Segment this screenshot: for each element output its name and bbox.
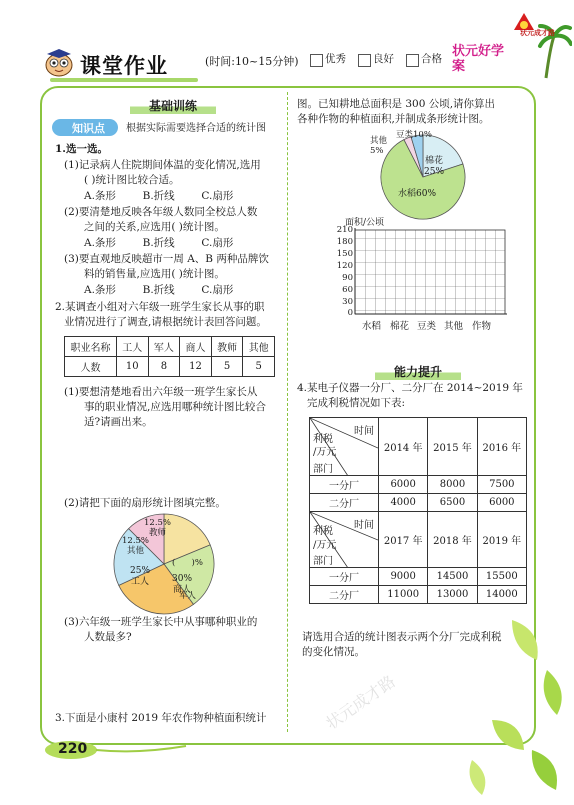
grid-ytick: 0 [347,308,353,318]
table-cell: 15500 [477,568,526,586]
table-cell: 13000 [428,586,477,604]
header-mascot-icon [42,46,76,78]
rating-pass: 合格 [421,53,442,65]
column-divider [287,92,288,732]
crop-label-other: 其他 5% [370,136,388,156]
q1-title: 1.选一选。 [55,143,108,155]
table-header: 2014 年 [379,418,428,476]
section-title-basic: 基础训练 [130,97,216,114]
watermark: 状元成才路 [322,671,399,734]
page-number: 220 [58,741,88,757]
time-note: (时间:10~15分钟) [205,55,299,68]
table-header: 职业名称 [65,337,117,357]
q1-3-line2: 料的销售量,应选用( )统计图。 [84,268,225,280]
rating-excellent: 优秀 [325,53,346,65]
grid-xtick: 豆类 [417,321,437,332]
crop-label-rice: 水稻60% [398,189,437,199]
q2-sub3-line1: (3)六年级一班学生家长中从事哪种职业的 [64,616,258,628]
table-header: 2018 年 [428,512,477,568]
table-cell: 11000 [379,586,428,604]
knowledge-tag-text: 知识点 [72,122,105,135]
grid-xtick: 棉花 [390,321,410,332]
q3-start: 3.下面是小康村 2019 年农作物种植面积统计 [55,712,267,724]
table-cell: 5 [211,357,243,377]
q1-2-line1: (2)要清楚地反映各年级人数同全校总人数 [64,206,258,218]
table-cell: 8000 [428,476,477,494]
grid-ytick: 120 [336,261,353,271]
grid-ytick: 180 [336,237,353,247]
grid-ytick: 150 [336,249,353,259]
q1-3-line1: (3)要直观地反映超市一周 A、B 两种品牌饮 [64,253,269,265]
table-cell: 12 [180,357,212,377]
q2-intro-line2: 业情况进行了调查,请根据统计表回答问题。 [64,316,267,328]
pie-label-other: 12.5% 其他 [122,536,150,556]
table-cell: 6000 [379,476,428,494]
table-header: 2017 年 [379,512,428,568]
occupation-table [64,336,275,377]
crop-label-cotton: 棉花 25% [424,156,445,177]
table-row-label: 二分厂 [310,494,379,512]
brand-top-text: 状元成才路 [520,29,555,37]
table-cell: 14000 [477,586,526,604]
rating-box-pass[interactable] [406,54,419,67]
pie-label-teacher: 12.5% 教师 [144,518,172,538]
q1-1-options: A.条形 B.折线 C.扇形 [84,190,234,202]
table-cell: 7500 [477,476,526,494]
table-corner: 时间 利税 /万元 部门 [310,512,379,568]
table-header: 商人 [180,337,212,357]
rating-box-good[interactable] [358,54,371,67]
header-title: 课堂作业 [80,54,168,78]
pie-label-army: ( )% 军人 [172,558,203,601]
q4-question-line1: 请选用合适的统计图表示两个分厂完成利税 [302,631,502,643]
q4-intro-line2: 完成利税情况如下表: [307,397,406,409]
grid-xtick: 水稻 [362,321,382,332]
table-header: 2019 年 [477,512,526,568]
table-cell: 9000 [379,568,428,586]
table-row-label: 二分厂 [310,586,379,604]
q1-1-line1: (1)记录病人住院期间体温的变化情况,选用 [64,159,261,171]
q2-sub3-line2: 人数最多? [84,631,132,643]
table-cell: 6000 [477,494,526,512]
knowledge-text: 根据实际需要选择合适的统计图 [126,123,266,134]
header-underline [50,78,198,82]
brand-name: 状元好学案 [452,44,505,74]
table-cell: 8 [148,357,180,377]
crop-pie-chart [380,134,466,220]
table-header: 2016 年 [477,418,526,476]
q1-3-options: A.条形 B.折线 C.扇形 [84,284,234,296]
table-header: 教师 [211,337,243,357]
section-title-advanced: 能力提升 [375,363,461,380]
pie-label-worker: 25% 工人 [130,566,151,587]
q2-sub1-line1: (1)要想清楚地看出六年级一班学生家长从 [64,386,258,398]
grid-xtick: 其他 [444,321,464,332]
grid-xlabel: 作物 [472,321,492,332]
grid-ytick: 210 [336,225,353,235]
table-row-label: 一分厂 [310,568,379,586]
q2-sub2: (2)请把下面的扇形统计图填完整。 [64,497,226,509]
table-cell: 10 [117,357,149,377]
q2-intro-line1: 2.某调查小组对六年级一班学生家长从事的职 [55,301,265,313]
table-row-label: 一分厂 [310,476,379,494]
q4-question-line2: 的变化情况。 [302,646,365,658]
table-row-label: 人数 [65,357,117,377]
table-cell: 6500 [428,494,477,512]
rating-good: 良好 [373,53,394,65]
crop-label-soy: 豆类10% [396,130,432,140]
q2-sub1-line3: 适?请画出来。 [84,416,153,428]
q4-intro-line1: 4.某电子仪器一分厂、二分厂在 2014~2019 年 [297,382,523,394]
leaves-decoration-icon [452,610,572,800]
table-cell: 5 [243,357,275,377]
table-cell: 4000 [379,494,428,512]
table-header: 2015 年 [428,418,477,476]
grid-ytick: 60 [342,285,353,295]
grid-ylabel: 面积/公顷 [345,218,385,228]
q3-cont-line2: 各种作物的种植面积,并制成条形统计图。 [297,113,490,125]
table-corner: 时间 利税 /万元 部门 [310,418,379,476]
q3-cont-line1: 图。已知耕地总面积是 300 公顷,请你算出 [297,98,496,110]
q1-2-line2: 之间的关系,应选用( )统计图。 [84,221,225,233]
q2-sub1-line2: 事的职业情况,应选用哪种统计图比较合 [84,401,266,413]
pie-label-business: 30% 商人 [172,574,193,595]
tax-table [309,417,527,604]
table-header: 军人 [148,337,180,357]
table-cell: 14500 [428,568,477,586]
q1-2-options: A.条形 B.折线 C.扇形 [84,237,234,249]
table-header: 其他 [243,337,275,357]
q1-1-line2: ( )统计图比较合适。 [84,174,180,186]
rating-box-excellent[interactable] [310,54,323,67]
grid-ytick: 90 [342,273,353,283]
grid-ytick: 30 [342,297,353,307]
table-header: 工人 [117,337,149,357]
